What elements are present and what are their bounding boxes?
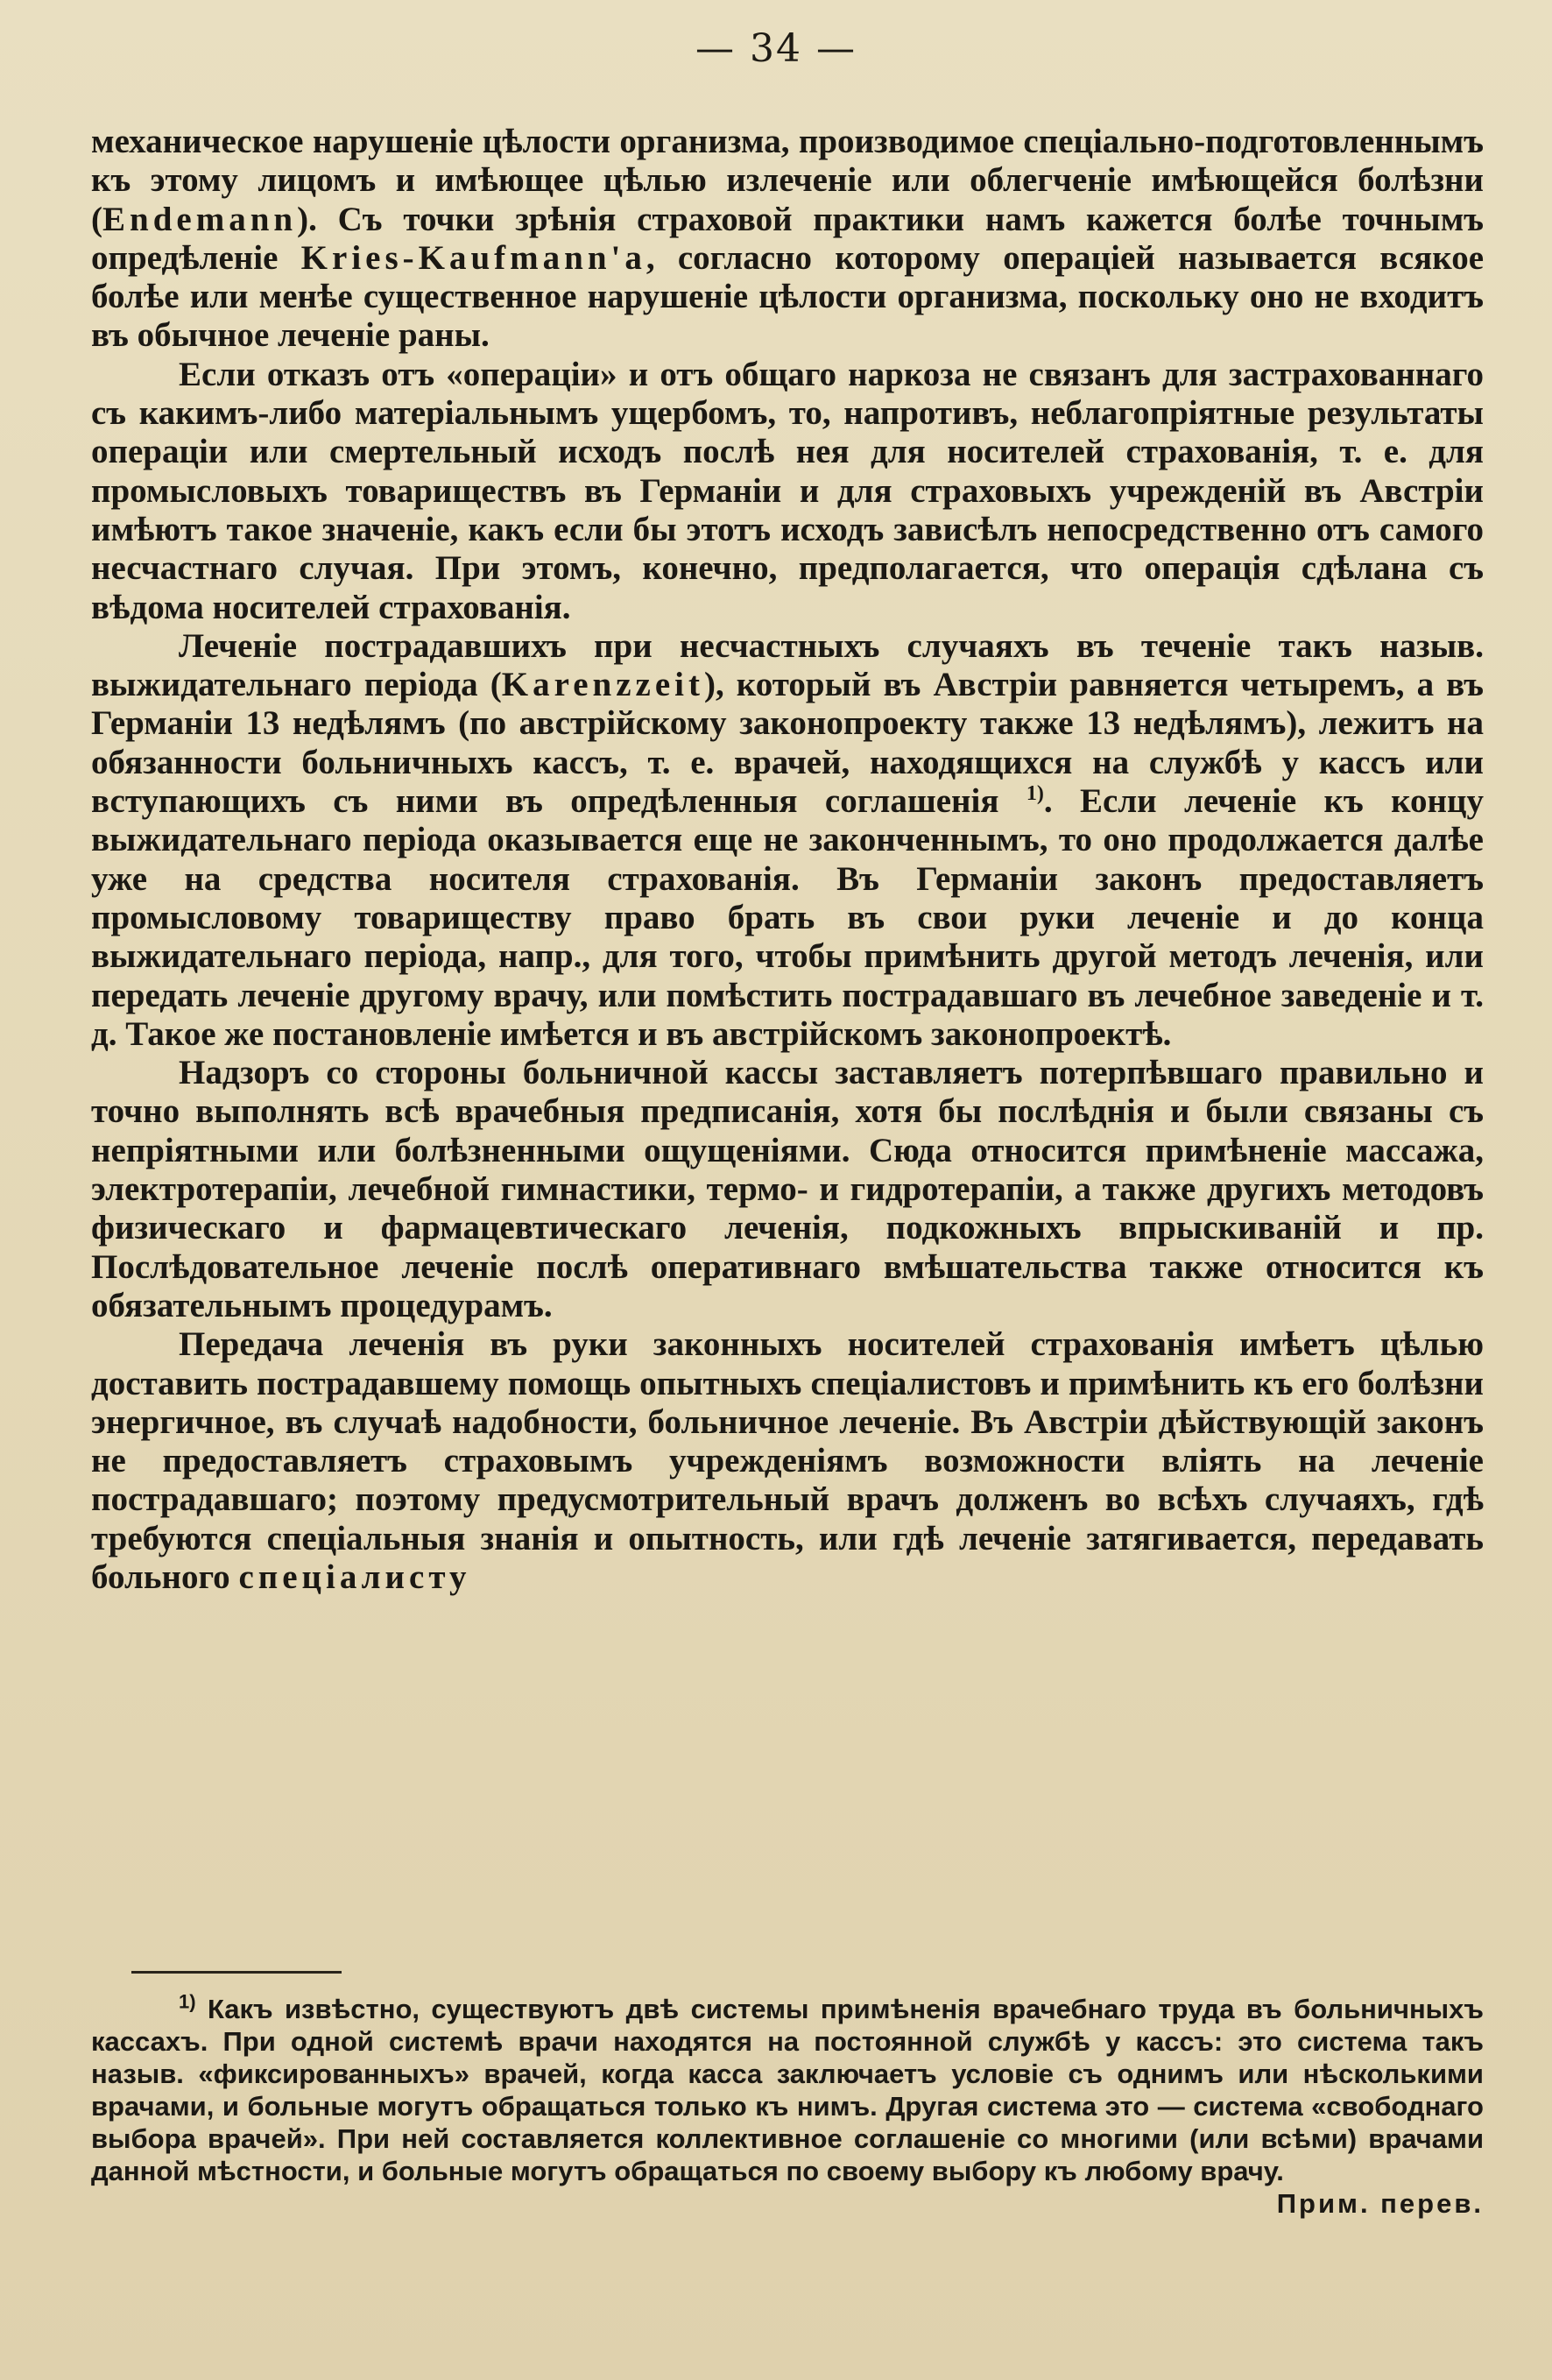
text-segment: . Если леченіе къ концу выжидательнаго періода оказывается еще не законченнымъ, то оно продолжается далѣе уже на средства носителя страхованія. Въ Германіи законъ предоставляетъ промысловому товариществу право брать въ свои руки леченіе и до конца выжидательнаго періода, напр., для того, чтобы примѣнить другой методъ леченія, или передать леченіе другому врачу, или помѣстить пострадавшаго въ лечебное заведеніе и т. д. Такое же постановленіе имѣется и въ австрійскомъ законопроектѣ. (91, 782, 1484, 1053)
text-segment: Если отказъ отъ «операціи» и отъ общаго наркоза не связанъ для застрахованнаго съ какимъ-либо матеріальнымъ ущербомъ, то, напротивъ, неблагопріятные результаты операціи или смертельный исходъ послѣ нея для носителей страхованія, т. е. для промысловыхъ товариществъ въ Германіи и для страховыхъ учрежденій въ Австріи имѣютъ такое значеніе, какъ если бы этотъ исходъ зависѣлъ непосредственно отъ самого несчастнаго случая. При этомъ, конечно, предполагается, что операція сдѣлана съ вѣдома носителей страхованія. (91, 355, 1484, 626)
footnote-rule (131, 1971, 342, 1974)
body-paragraph (91, 123, 1484, 356)
footnote-reference: 1) (1026, 782, 1044, 806)
spaced-name: Karenzzeit (501, 666, 704, 704)
spaced-name: спеціалисту (238, 1557, 471, 1596)
footnote-text: Какъ извѣстно, существуютъ двѣ системы примѣненія врачебнаго труда въ больничныхъ кассахъ. При одной системѣ врачи находятся на постоянной службѣ у кассъ: это система такъ назыв. «фиксированныхъ» врачей, когда касса заключаетъ условіе съ однимъ или нѣсколькими врачами, и больные могутъ обращаться только къ нимъ. Другая система это — система «свободнаго выбора врачей». При ней составляется коллективное соглашеніе со многими (или всѣми) врачами данной мѣстности, и больные могутъ обращаться по своему выбору къ любому врачу. (91, 1994, 1484, 2186)
text-segment: Передача леченія въ руки законныхъ носителей страхованія имѣетъ цѣлью доставить пострадавшему помощь опытныхъ спеціалистовъ и примѣнить къ его болѣзни энергичное, въ случаѣ надобности, больничное леченіе. Въ Австріи дѣйствующій законъ не предоставляетъ страховымъ учрежденіямъ возможности вліять на леченіе пострадавшаго; поэтому предусмотрительный врачъ долженъ во всѣхъ случаяхъ, гдѣ требуются спеціальныя знанія и опытность, или гдѣ леченіе затягивается, передавать больного (91, 1325, 1484, 1596)
page-number: — 34 — (695, 26, 857, 71)
footnote-paragraph (91, 1990, 1484, 2219)
text-segment: , согласно которому операціей называется всякое болѣе или менѣе существенное нарушеніе цѣлости организма, поскольку оно не входитъ въ обычное леченіе раны. (91, 238, 1484, 355)
footnote-marker: 1) (179, 1990, 196, 2013)
body-paragraph (91, 1325, 1484, 1597)
text-segment: ). Съ точки зрѣнія страховой практики намъ кажется болѣе точнымъ опредѣленіе (91, 200, 1484, 277)
footnote (91, 1990, 1484, 2220)
body-paragraph (91, 627, 1484, 1054)
spaced-name: Kries-Kaufmann'a (300, 238, 646, 277)
body-paragraph (91, 356, 1484, 627)
translator-note: Прим. перев. (1276, 2188, 1484, 2219)
text-segment: Леченіе пострадавшихъ при несчастныхъ случаяхъ въ теченіе такъ назыв. выжидательнаго періода ( (91, 626, 1484, 704)
text-segment: Надзоръ со стороны больничной кассы заставляетъ потерпѣвшаго правильно и точно выполнять всѣ врачебныя предписанія, хотя бы послѣднія и были связаны съ непріятными или болѣзненными ощущеніями. Сюда относится примѣненіе массажа, электротерапіи, лечебной гимнастики, термо- и гидротерапіи, а также другихъ методовъ физическаго и фармацевтическаго леченія, подкожныхъ впрыскиваній и пр. Послѣдовательное леченіе послѣ оперативнаго вмѣшательства также относится къ обязательнымъ процедурамъ. (91, 1054, 1484, 1324)
main-text (91, 123, 1484, 1597)
body-paragraph (91, 1054, 1484, 1325)
spaced-name: Endemann (102, 200, 298, 238)
text-segment: механическое нарушеніе цѣлости организма, производимое спеціально-подготовленнымъ къ этому лицомъ и имѣющее цѣлью излеченіе или облегченіе имѣющейся болѣзни ( (91, 123, 1484, 238)
text-segment: ), который въ Австріи равняется четыремъ, а въ Германіи 13 недѣлямъ (по австрійскому законопроекту также 13 недѣлямъ), лежитъ на обязанности больничныхъ кассъ, т. е. врачей, находящихся на службѣ у кассъ или вступающихъ съ ними въ опредѣленныя соглашенія (91, 666, 1485, 821)
